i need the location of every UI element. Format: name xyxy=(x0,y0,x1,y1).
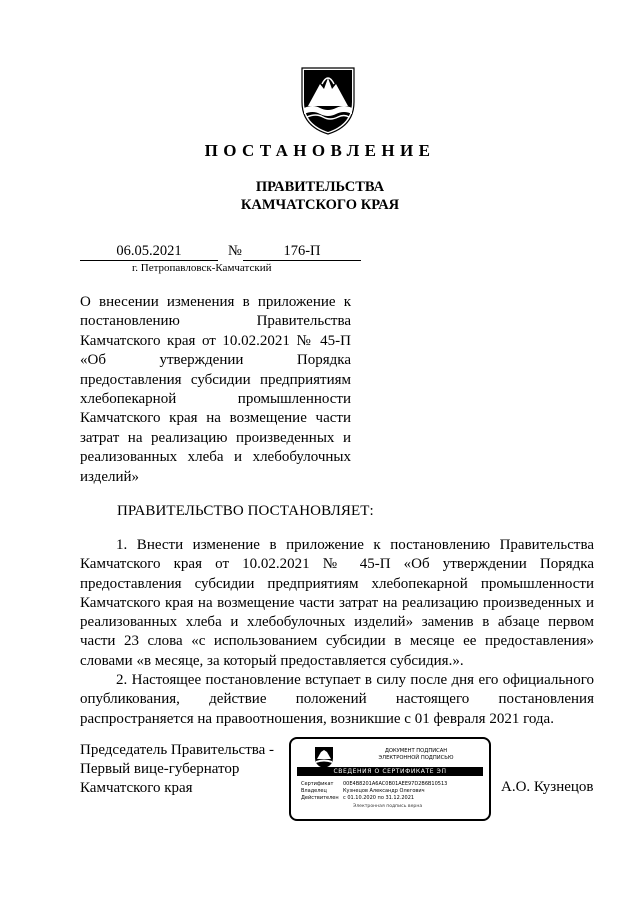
body-paragraph-2: 2. Настоящее постановление вступает в силу после дня его официального опубликования, действие положений настоящего постановления распространяется на правоотношения, возникшие с 01 февраля 2021 года. xyxy=(80,672,594,727)
signer-name: А.О. Кузнецов xyxy=(501,779,594,795)
signer-line-3: Камчатского края xyxy=(80,780,193,797)
stamp-row-value: Кузнецов Александр Олегович xyxy=(343,788,425,794)
stamp-row-value: 00E4B8201A6AC0B01AEE97D2B6B10513 xyxy=(343,781,448,787)
signer-line-1: Председатель Правительства - xyxy=(80,742,275,758)
document-date: 06.05.2021 xyxy=(80,243,218,261)
number-sign: № xyxy=(228,243,242,259)
body-paragraph-1: 1. Внести изменение в приложение к постановлению Правительства Камчатского края от 10.02.2021 № 45-П «Об утверждении Порядка предоставления субсидии предприятиям хлебопекарной промышленности Камчатского края на возмещение части затрат на реализацию произведенных и реализованных хлеба и хлебобулочных изделий» заменив в абзаце первом части 23 слова «с использованием субсидии в месяце ее предоставления» словами «в месяце, за который предоставляется субсидия.». xyxy=(80,537,594,669)
stamp-certificate-band: СВЕДЕНИЯ О СЕРТИФИКАТЕ ЭП xyxy=(297,767,483,776)
stamp-heading-line-1: ДОКУМЕНТ ПОДПИСАН xyxy=(384,748,448,754)
stamp-row-validity xyxy=(301,795,414,801)
issuer-line-2: КАМЧАТСКОГО КРАЯ xyxy=(240,197,400,213)
kamchatka-coat-of-arms-icon xyxy=(313,745,335,769)
preamble: ПРАВИТЕЛЬСТВО ПОСТАНОВЛЯЕТ: xyxy=(117,503,374,519)
issue-city: г. Петропавловск-Камчатский xyxy=(132,262,272,274)
document-title: О внесении изменения в приложение к постановлению Правительства Камчатского края от 10.02.2021 № 45-П «Об утверждении Порядка предоставления субсидии предприятиям хлебопекарной промышленности Камчатского края на возмещение части затрат на реализацию произведенных и реализованных хлеба и хлебобулочных изделий» xyxy=(80,294,351,485)
stamp-row-label: Сертификат xyxy=(301,781,334,787)
document-type-heading: ПОСТАНОВЛЕНИЕ xyxy=(204,141,436,160)
electronic-signature-stamp xyxy=(289,737,491,821)
stamp-heading-line-2: ЭЛЕКТРОННОЙ ПОДПИСЬЮ xyxy=(378,755,454,761)
stamp-row-owner xyxy=(301,788,425,794)
stamp-row-label: Владелец xyxy=(301,788,327,794)
stamp-footer: Электронная подпись верна xyxy=(353,804,423,809)
stamp-row-label: Действителен xyxy=(301,795,339,801)
stamp-row-value: с 01.10.2020 по 31.12.2021 xyxy=(343,795,415,801)
issuer-heading xyxy=(0,178,640,214)
signer-position xyxy=(80,741,295,799)
kamchatka-coat-of-arms-icon xyxy=(298,62,358,136)
document-body xyxy=(80,536,594,729)
document-number: 176-П xyxy=(243,243,361,261)
stamp-row-certificate xyxy=(301,781,447,787)
stamp-heading xyxy=(351,748,481,762)
signer-line-2: Первый вице-губернатор xyxy=(80,761,240,778)
issuer-line-1: ПРАВИТЕЛЬСТВА xyxy=(255,179,385,195)
